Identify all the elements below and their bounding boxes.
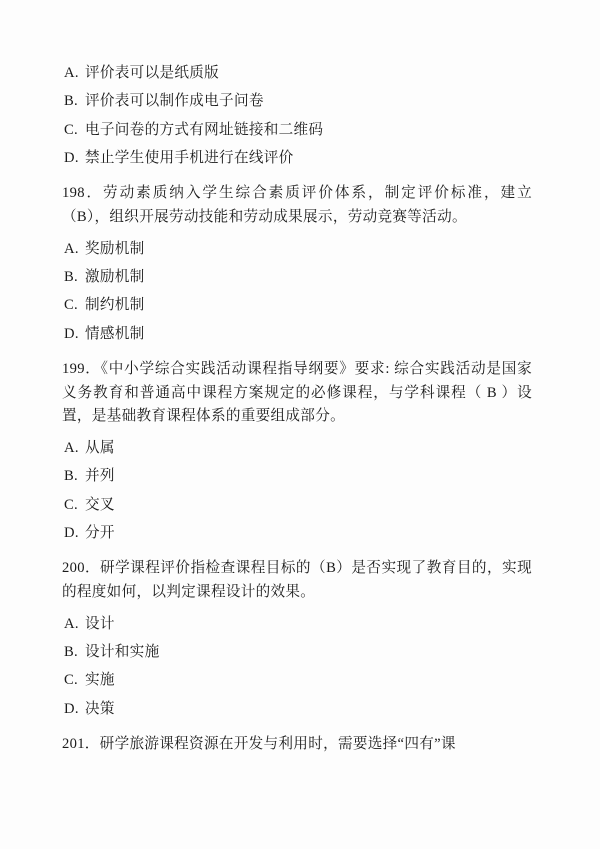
option-group: [62, 62, 532, 170]
option-item: [62, 669, 532, 692]
option-item: [62, 294, 532, 317]
option-text: 交叉: [85, 496, 115, 513]
option-item: [62, 266, 532, 289]
option-label: D.: [64, 325, 79, 342]
option-label: B.: [64, 468, 78, 485]
question-stem: 199．《中小学综合实践活动课程指导纲要》要求: 综合实践活动是国家义务教育和普通高中课程方案规定的必修课程，与学科课程（ B ）设置，是基础教育课程体系的重要组成部分。: [62, 361, 532, 425]
option-text: 禁止学生使用手机进行在线评价: [85, 150, 294, 167]
option-label: D.: [64, 150, 79, 167]
option-text: 激励机制: [85, 269, 145, 285]
question-201-stem: 201．研学旅游课程资源在开发与利用时，需要选择“四有”课: [62, 735, 456, 752]
option-text: 实施: [85, 672, 115, 689]
option-label: B.: [64, 643, 78, 660]
option-label: B.: [64, 93, 78, 110]
option-item: [62, 119, 532, 142]
option-text: 从属: [85, 439, 115, 456]
option-item: [62, 613, 532, 636]
option-item: [62, 62, 532, 85]
question-stem: 198．劳动素质纳入学生综合素质评价体系，制定评价标准，建立（B），组织开展劳动技能和劳动成果展示，劳动竞赛等活动。: [62, 185, 532, 226]
option-label: C.: [64, 121, 78, 138]
option-item: [62, 90, 532, 113]
option-label: A.: [64, 65, 79, 81]
option-label: D.: [64, 524, 79, 541]
option-item: [62, 494, 532, 517]
question-stem: 200．研学课程评价指检查课程目标的（B）是否实现了教育目的，实现的程度如何，以判定课程设计的效果。: [62, 560, 532, 600]
option-text: 设计: [85, 615, 115, 632]
option-text: 电子问卷的方式有网址链接和二维码: [85, 121, 324, 138]
option-label: A.: [64, 615, 79, 632]
question-200: [62, 557, 532, 721]
option-item: [62, 147, 532, 170]
option-text: 评价表可以是纸质版: [85, 65, 220, 81]
option-label: B.: [64, 269, 78, 285]
option-item: [62, 641, 532, 664]
question-198: [62, 182, 532, 346]
option-item: [62, 465, 532, 488]
option-label: A.: [64, 240, 79, 257]
option-label: A.: [64, 439, 79, 456]
option-label: C.: [64, 672, 78, 689]
option-text: 评价表可以制作成电子问卷: [85, 93, 264, 110]
option-item: [62, 238, 532, 261]
option-text: 分开: [85, 524, 115, 541]
option-item: [62, 522, 532, 545]
option-label: C.: [64, 297, 78, 314]
option-text: 设计和实施: [85, 643, 160, 660]
option-item: [62, 323, 532, 346]
option-label: C.: [64, 496, 78, 513]
option-item: [62, 698, 532, 721]
option-item: [62, 437, 532, 460]
option-text: 决策: [85, 700, 115, 717]
option-text: 奖励机制: [85, 240, 145, 257]
option-label: D.: [64, 700, 79, 717]
option-text: 并列: [85, 468, 115, 485]
option-text: 制约机制: [85, 297, 145, 314]
option-text: 情感机制: [85, 325, 145, 342]
question-199: [62, 358, 532, 545]
